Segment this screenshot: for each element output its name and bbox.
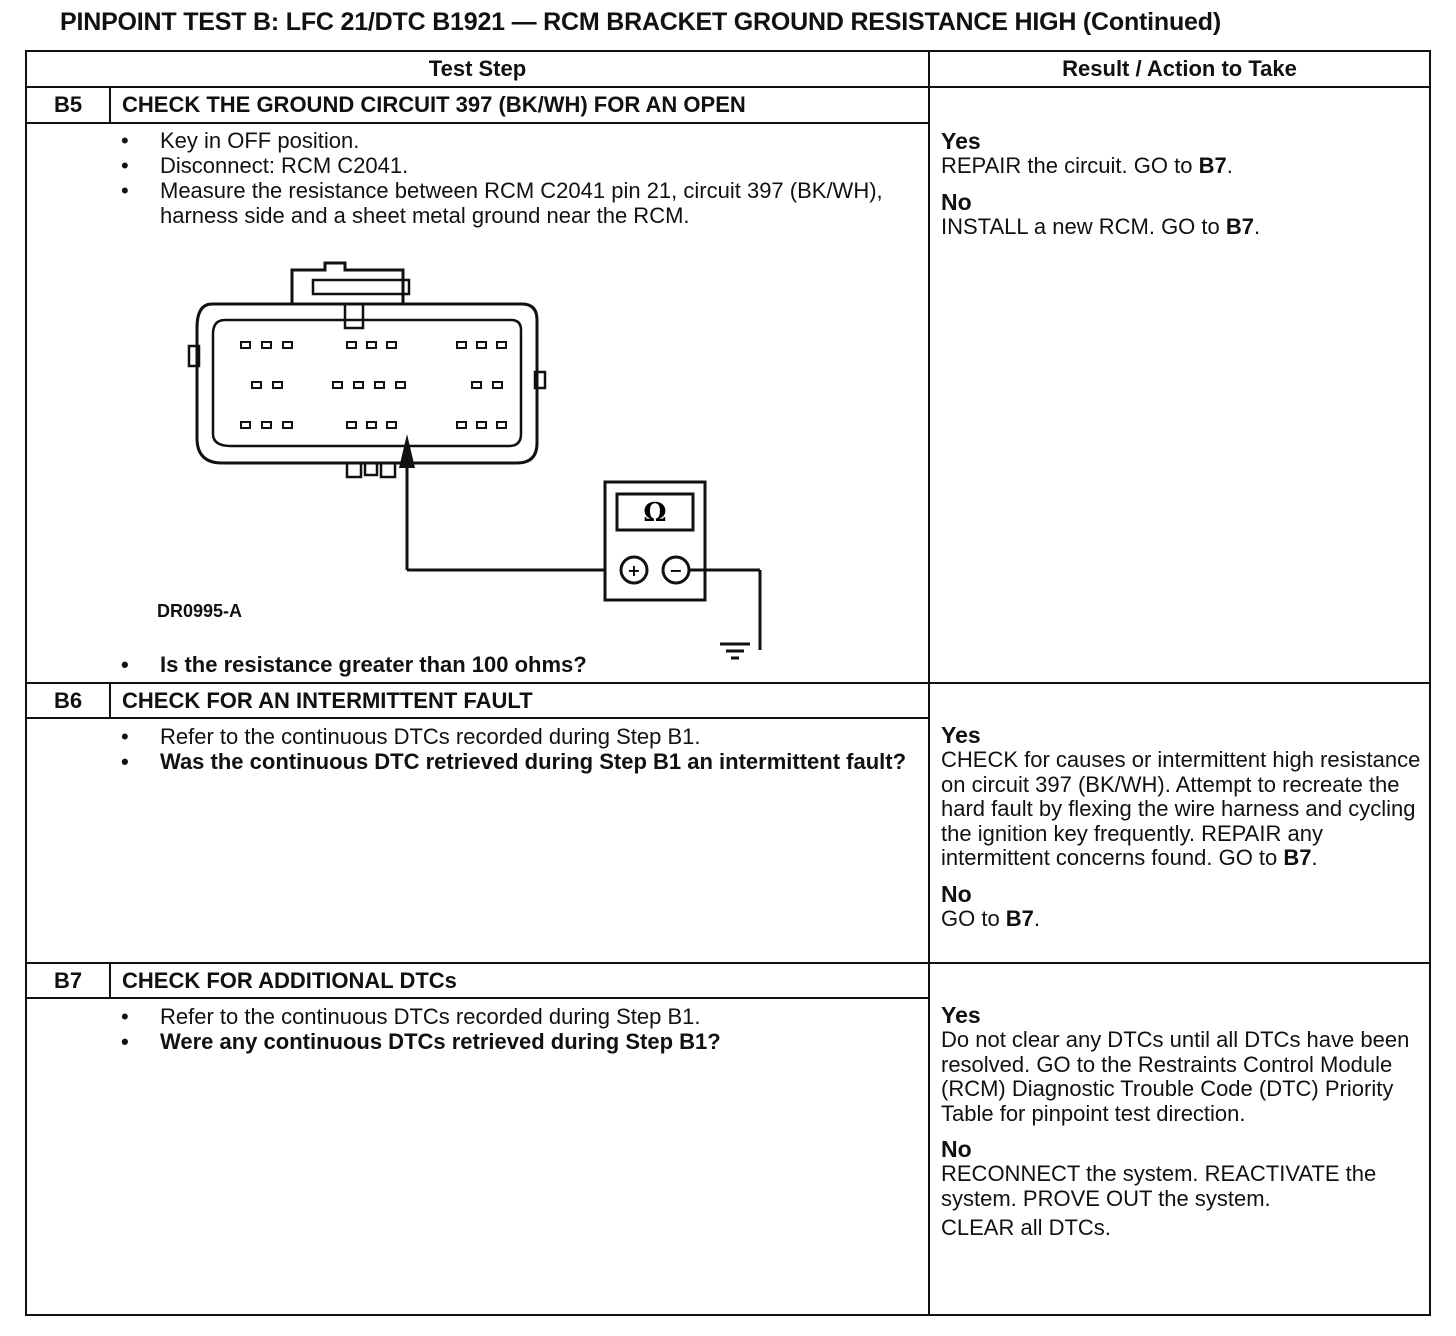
ohm-symbol: Ω [643,498,667,528]
b7-link[interactable]: B7 [1005,905,1034,931]
b5-no-label: No [941,188,972,215]
b5-no-action: INSTALL a new RCM. GO to B7. [941,213,1261,239]
b6-no-action: GO to B7. [941,905,1041,931]
b5-yes-label: Yes [941,128,981,154]
b7-link[interactable]: B7 [1225,213,1254,239]
pinpoint-test-table [25,50,1431,1316]
page-title: PINPOINT TEST B: LFC 21/DTC B1921 — RCM BRACKET GROUND RESISTANCE HIGH (Continued) [60,8,1221,36]
b5-id-divider [109,88,111,123]
step-id-b6: B6 [53,688,83,713]
b5-yes-action: REPAIR the circuit. GO to B7. [941,153,1233,178]
step-title-b6: CHECK FOR AN INTERMITTENT FAULT [122,688,533,713]
b5-question [117,652,917,677]
b6-row-divider [27,962,1429,964]
minus-terminal-icon: − [669,561,683,580]
b7-no-action-clear: CLEAR all DTCs. [941,1214,1111,1240]
step-title-b5: CHECK THE GROUND CIRCUIT 397 (BK/WH) FOR AN OPEN [122,92,746,117]
list-item: • Were any continuous DTCs retrieved during Step B1? [121,1029,721,1054]
header-divider [27,86,1429,88]
b7-id-divider [109,964,111,998]
b5-bullet-list [117,128,917,228]
list-item: • Measure the resistance between RCM C2041 pin 21, circuit 397 (BK/WH), harness side and a sheet metal ground near the RCM. [121,178,883,228]
column-divider [928,52,930,1314]
list-item: • Was the continuous DTC retrieved during Step B1 an intermittent fault? [121,749,907,774]
probe [399,434,619,570]
step-id-b5: B5 [53,92,83,117]
b7-link[interactable]: B7 [1198,153,1227,178]
b6-yes-label: Yes [941,722,981,748]
b7-no-action: RECONNECT the system. REACTIVATE the system. PROVE OUT the system. [941,1161,1377,1211]
b7-yes-label: Yes [941,1002,981,1028]
plus-terminal-icon: + [627,561,641,580]
b7-link[interactable]: B7 [1283,845,1312,871]
b6-no-label: No [941,880,972,907]
b5-title-divider [27,122,929,124]
b6-result [941,722,1431,932]
step-id-b7: B7 [53,968,83,993]
b7-bullet-list [117,1004,917,1054]
step-title-b7: CHECK FOR ADDITIONAL DTCs [122,968,457,993]
b6-bullet-list [117,724,917,774]
list-item: • Refer to the continuous DTCs recorded during Step B1. [121,1004,701,1029]
list-item: • Disconnect: RCM C2041. [121,153,409,178]
test-step-header: Test Step [428,56,527,81]
b7-no-label: No [941,1136,972,1163]
b6-yes-action: CHECK for causes or intermittent high resistance on circuit 397 (BK/WH). Attempt to recreate the hard fault by flexing the wire harness and cycling the ignition key frequently. REPAIR any intermittent concerns found. GO to B7. [941,747,1421,871]
figure-label: DR0995-A [157,601,243,621]
b5-row-divider [27,682,1429,684]
connector-diagram [167,258,683,618]
b7-yes-action: Do not clear any DTCs until all DTCs have been resolved. GO to the Restraints Control Module (RCM) Diagnostic Trouble Code (DTC) Priority Table for pinpoint test direction. [941,1027,1410,1126]
result-header: Result / Action to Take [1062,56,1297,81]
b7-result [941,1002,1431,1240]
list-item: • Refer to the continuous DTCs recorded during Step B1. [121,724,701,749]
b6-id-divider [109,684,111,718]
list-item: • Is the resistance greater than 100 ohms? [121,652,587,677]
list-item: • Key in OFF position. [121,128,360,153]
b7-title-divider [27,997,929,999]
b6-title-divider [27,717,929,719]
b5-result [941,128,1431,239]
